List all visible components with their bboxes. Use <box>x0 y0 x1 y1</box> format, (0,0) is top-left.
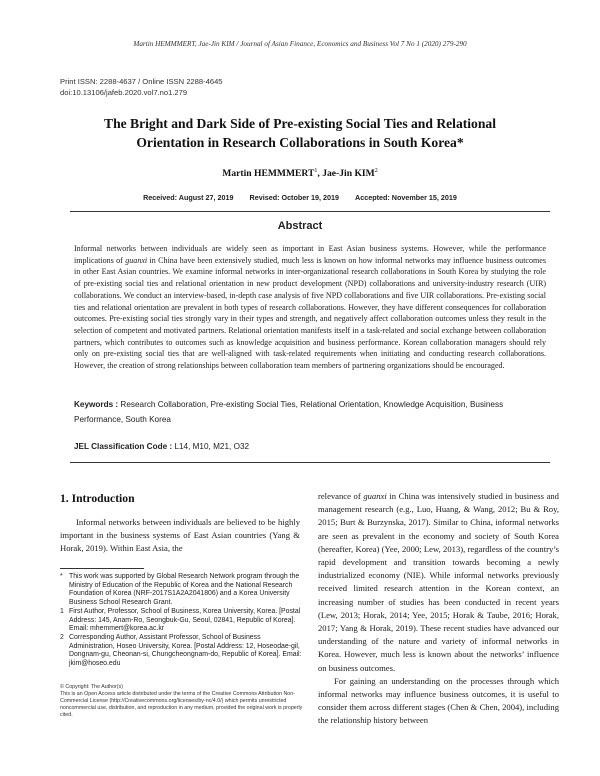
section-heading-introduction: 1. Introduction <box>60 492 135 505</box>
bottom-divider <box>70 462 550 463</box>
footnote-funding <box>60 573 306 608</box>
title-line-1: The Bright and Dark Side of Pre-existing Social Ties and Relational <box>104 116 496 131</box>
footnote-text: First Author, Professor, School of Business, Korea University, Korea. [Postal Address: 145, Anam-Ro, Seongbuk-Gu, Seoul, 02841, Republic of Korea]. Email: mhemmert@korea.ac.kr <box>69 607 301 633</box>
abstract-part-1: Informal networks between individuals are widely seen as important in East Asian business systems. However, while the performance implications of <box>74 244 546 265</box>
right-paragraph-1 <box>318 490 559 675</box>
running-header: Martin HEMMMERT, Jae-Jin KIM / Journal of Asian Finance, Economics and Business Vol 7 No 1 (2020) 279-290 <box>133 40 467 48</box>
abstract-heading: Abstract <box>277 220 323 232</box>
jel-label: JEL Classification Code : <box>74 442 175 451</box>
intro-paragraph-1: Informal networks between individuals are believed to be highly important in the business systems of East Asian countries (Yang & Horak, 2019). Within East Asia, the <box>60 517 300 554</box>
right-p1-start: relevance of <box>318 491 364 501</box>
right-paragraph-2: For gaining an understanding on the processes through which informal networks may influence business outcomes, it is useful to consider them across different stages (Chen & Chen, 2004), including the relationship history between <box>318 675 559 726</box>
title-line-2: Orientation in Research Collaborations in South Korea* <box>136 135 464 150</box>
revised-date: Revised: October 19, 2019 <box>249 193 340 202</box>
author-2-affiliation-mark: 2 <box>374 168 378 174</box>
keywords-label: Keywords : <box>74 400 121 409</box>
keywords <box>74 397 538 428</box>
license-text: This is an Open Access article distributed under the terms of the Creative Commons Attribution Non-Commercial License (http://Creativecommons.org/licenses/by-nc/4.0/) which permits unrestricted noncommercial use, distribution, and reproduction in any medium, provided the original work is properly cited. <box>60 690 303 718</box>
accepted-date: Accepted: November 15, 2019 <box>355 193 457 202</box>
received-date: Received: August 27, 2019 <box>143 193 234 202</box>
footnote-text: Corresponding Author, Assistant Professor, School of Business Administration, Hoseo University, Korea. [Postal Address: 12, Hoseodae-gil, Dongnam-gu, Cheonan-si, Chungcheongnam-do, Republic of Korea]. Email: jkim@hoseo.edu <box>69 633 302 668</box>
author-1: Martin HEMMMERT <box>222 168 315 180</box>
footnotes <box>60 573 306 669</box>
guanxi-term: guanxi <box>363 491 387 501</box>
right-column-text <box>318 490 559 728</box>
footnote-mark: * <box>60 573 63 580</box>
jel-codes: L14, M10, M21, O32 <box>174 442 250 451</box>
doi-line: doi:10.13106/jafeb.2020.vol7.no1.279 <box>60 87 188 97</box>
footnote-text: This work was supported by Global Research Network program through the Ministry of Education of the Republic of Korea and the National Research Foundation of Korea (NRF-2017S1A2A2041806) and a Korea University Business School Research Grant. <box>69 573 300 607</box>
top-divider <box>70 211 550 212</box>
footnote-mark: 2 <box>60 633 64 641</box>
article-title <box>60 114 540 152</box>
authors <box>60 168 540 179</box>
abstract-text <box>74 243 546 372</box>
footnote-mark: 1 <box>60 607 64 615</box>
footnote-corresponding-author <box>60 634 306 669</box>
author-2: Jae-Jin KIM <box>322 168 375 180</box>
abstract-guanxi-term: guanxi <box>125 255 148 265</box>
issn-block <box>60 77 223 98</box>
issn-line: Print ISSN: 2288-4637 / Online ISSN 2288-4645 <box>60 77 223 86</box>
introduction-paragraph <box>60 516 300 556</box>
copyright-line: © Copyright: The Author(s) <box>60 684 123 690</box>
article-dates <box>0 193 600 202</box>
footnote-rule <box>60 568 144 569</box>
license-notice <box>60 684 306 719</box>
jel-classification <box>74 442 249 451</box>
keywords-text: Research Collaboration, Pre-existing Social Ties, Relational Orientation, Knowledge Acquisition, Business Performance, South Korea <box>74 400 504 425</box>
author-separator: , <box>317 168 323 180</box>
right-p1-rest: in China was intensively studied in business and management research (e.g., Luo, Huang, & Wang, 2012; Bu & Roy, 2015; Burt & Burzynska, 2017). Similar to China, informal networks are seen as prevalent in the economy and society of South Korea (hereafter, Korea) (Yee, 2000; Lew, 2013), regardless of the country’s rapid development and transition towards becoming a newly industrialized economy (NIE). While informal networks previously received limited research attention in the Korean context, an increasing number of studies has been conducted in recent years (Lew, 2013; Horak, 2014; Yee, 2015; Horak & Taube, 2016; Horak, 2017; Yang & Horak, 2019). These recent studies have advanced our understanding of the nature and variety of informal networks in Korea. However, much less is known about the networks’ influence on business outcomes. <box>318 491 559 673</box>
author-1-affiliation-mark: 1 <box>314 168 318 174</box>
abstract-part-2: in China have been extensively studied, much less is known on how informal networks may influence business outcomes in other East Asian countries. We examine informal networks in inter-organizational research collaborations in South Korea by studying the role of pre-existing social ties and relational orientation in new product development (NPD) collaborations and university-industry research (UIR) collaborations. We conduct an interview-based, in-depth case analysis of five NPD collaborations and five UIR collaborations. Pre-existing social ties and relational orientation are prevalent in both types of research collaborations. However, they have different consequences for collaboration outcomes. Pre-existing social ties strongly vary in their types and strength, and negatively affect collaboration outcomes unless they result in the selection of competent and motivated partners. Relational orientation manifests itself in a task-related and social exchange between collaboration partners, which contributes to outcomes such as knowledge acquisition and business performance. Korean collaboration managers should rely only on pre-existing social ties that are well-aligned with task-related requirements when initiating and conducting research collaborations. However, the creation of strong relationships between collaboration team members of partnering organizations should be encouraged. <box>74 255 546 371</box>
footnote-first-author <box>60 608 306 634</box>
